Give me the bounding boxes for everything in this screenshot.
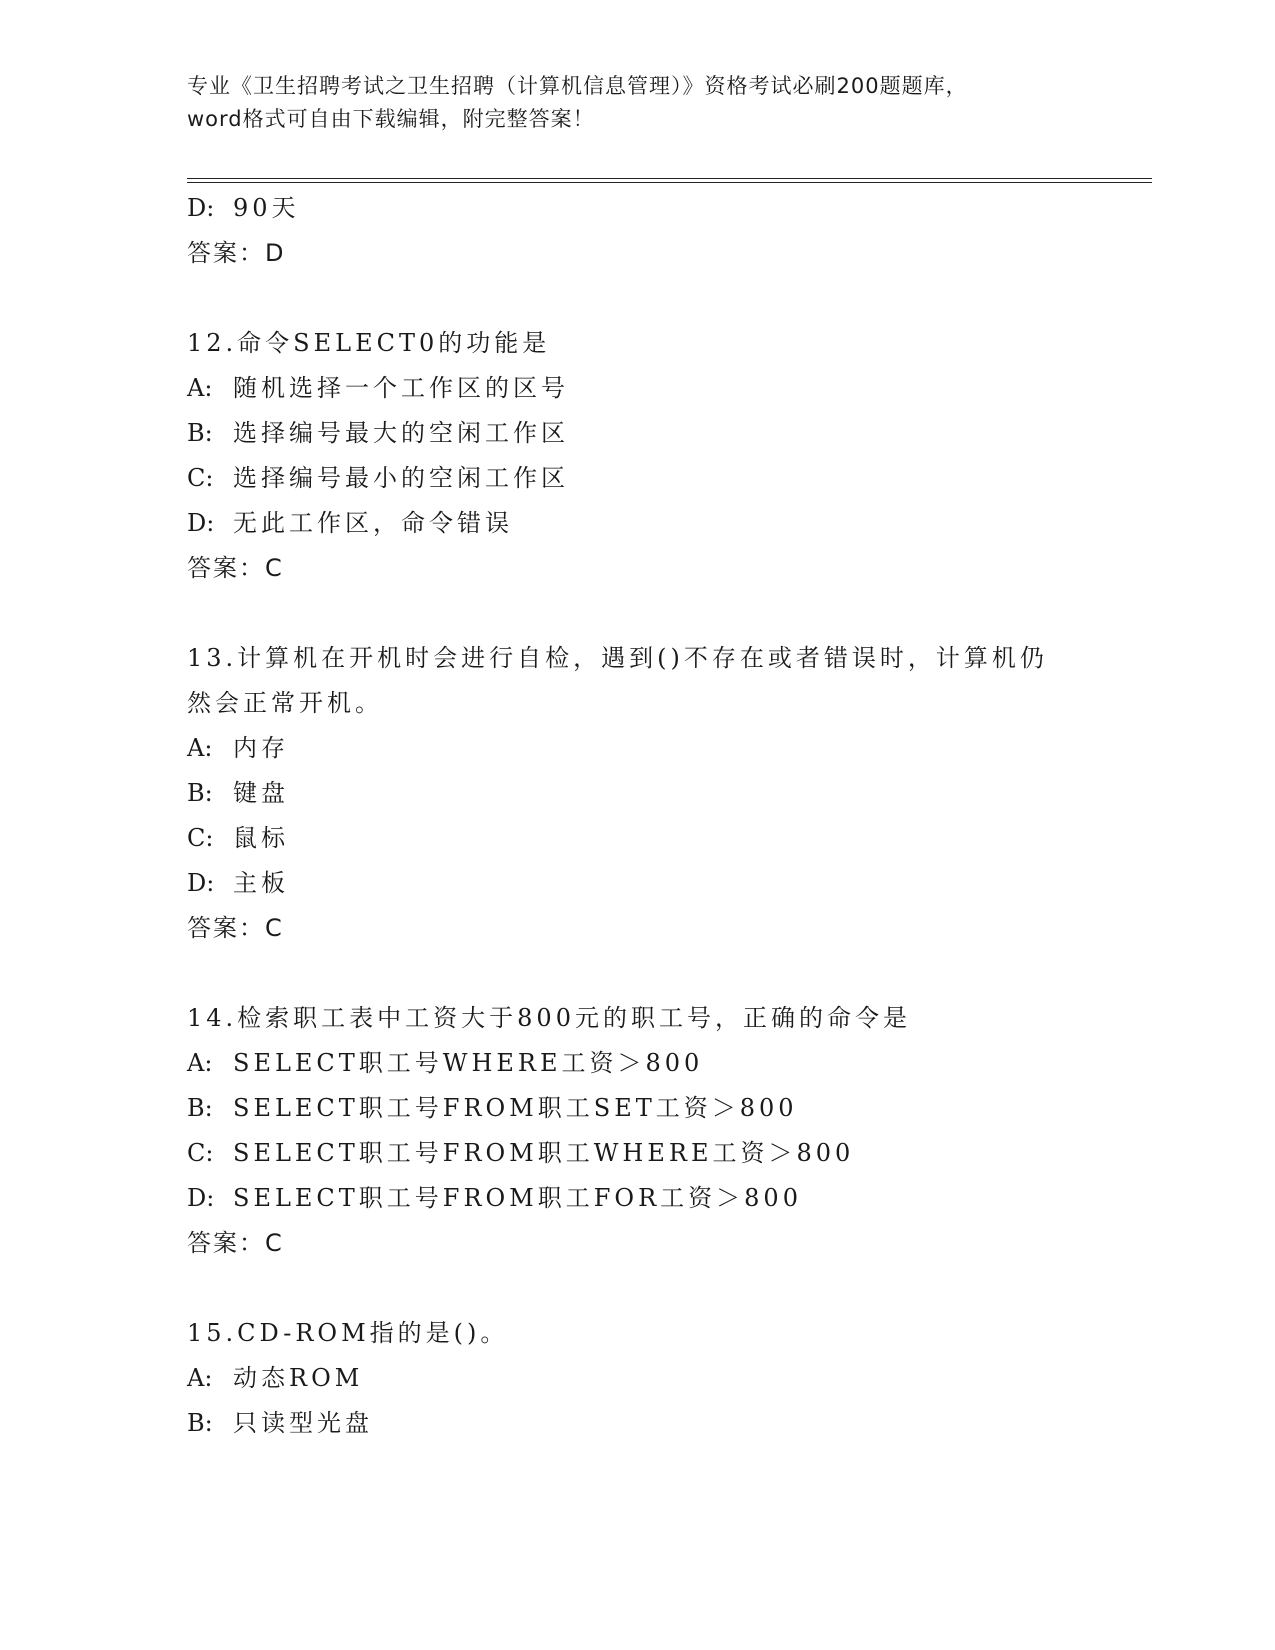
q15-option-a — [187, 1363, 363, 1393]
option-text: 键盘 — [233, 779, 289, 807]
document-header — [187, 70, 1087, 136]
q12-stem: 12.命令SELECT0的功能是 — [187, 329, 551, 357]
option-label: C: — [187, 1139, 214, 1167]
q12-option-c — [187, 463, 569, 493]
option-text: SELECT职工号FROM职工WHERE工资＞800 — [233, 1139, 855, 1167]
q13-answer: 答案：C — [187, 914, 284, 942]
option-text: 内存 — [233, 734, 289, 762]
option-text: 随机选择一个工作区的区号 — [233, 374, 569, 402]
q13-option-b — [187, 778, 289, 808]
option-label: D: — [187, 1184, 215, 1212]
q13-option-a — [187, 733, 289, 763]
option-text: 选择编号最小的空闲工作区 — [233, 464, 569, 492]
q14-option-a — [187, 1048, 703, 1078]
q14-option-c — [187, 1138, 854, 1168]
q13-stem-line-2: 然会正常开机。 — [187, 689, 383, 717]
q14-option-d — [187, 1183, 802, 1213]
q14-answer: 答案：C — [187, 1229, 284, 1257]
option-text: SELECT职工号FROM职工SET工资＞800 — [233, 1094, 798, 1122]
option-label: C: — [187, 824, 214, 852]
option-text: 90天 — [233, 194, 300, 222]
option-label: B: — [187, 1409, 213, 1437]
option-label: C: — [187, 464, 214, 492]
option-text: 动态ROM — [233, 1364, 364, 1392]
q15-stem: 15.CD-ROM指的是()。 — [187, 1319, 509, 1347]
q15-option-b — [187, 1408, 373, 1438]
header-title-line-2: word格式可自由下载编辑，附完整答案！ — [187, 107, 595, 131]
option-label: A: — [187, 734, 213, 762]
option-label: A: — [187, 1364, 213, 1392]
option-text: 主板 — [233, 869, 289, 897]
q12-option-b — [187, 418, 569, 448]
header-divider-top — [187, 178, 1152, 179]
option-text: 鼠标 — [233, 824, 289, 852]
option-text: SELECT职工号FROM职工FOR工资＞800 — [233, 1184, 802, 1212]
q13-option-c — [187, 823, 289, 853]
option-label: D: — [187, 869, 215, 897]
q11-option-d — [187, 193, 300, 223]
option-label: B: — [187, 419, 213, 447]
header-divider-bottom — [187, 182, 1152, 183]
option-label: B: — [187, 1094, 213, 1122]
option-label: B: — [187, 779, 213, 807]
q12-option-a — [187, 373, 569, 403]
option-text: SELECT职工号WHERE工资＞800 — [233, 1049, 704, 1077]
option-label: D: — [187, 509, 215, 537]
q14-stem: 14.检索职工表中工资大于800元的职工号，正确的命令是 — [187, 1004, 911, 1032]
q14-option-b — [187, 1093, 798, 1123]
option-text: 选择编号最大的空闲工作区 — [233, 419, 569, 447]
q13-option-d — [187, 868, 289, 898]
q12-answer: 答案：C — [187, 554, 284, 582]
q11-answer: 答案：D — [187, 239, 286, 267]
option-label: D: — [187, 194, 215, 222]
header-title-line-1: 专业《卫生招聘考试之卫生招聘（计算机信息管理）》资格考试必刷200题题库， — [187, 74, 968, 98]
option-text: 只读型光盘 — [233, 1409, 373, 1437]
q13-stem-line-1: 13.计算机在开机时会进行自检，遇到()不存在或者错误时，计算机仍 — [187, 644, 1048, 672]
q12-option-d — [187, 508, 513, 538]
option-label: A: — [187, 374, 213, 402]
option-label: A: — [187, 1049, 213, 1077]
option-text: 无此工作区，命令错误 — [233, 509, 513, 537]
